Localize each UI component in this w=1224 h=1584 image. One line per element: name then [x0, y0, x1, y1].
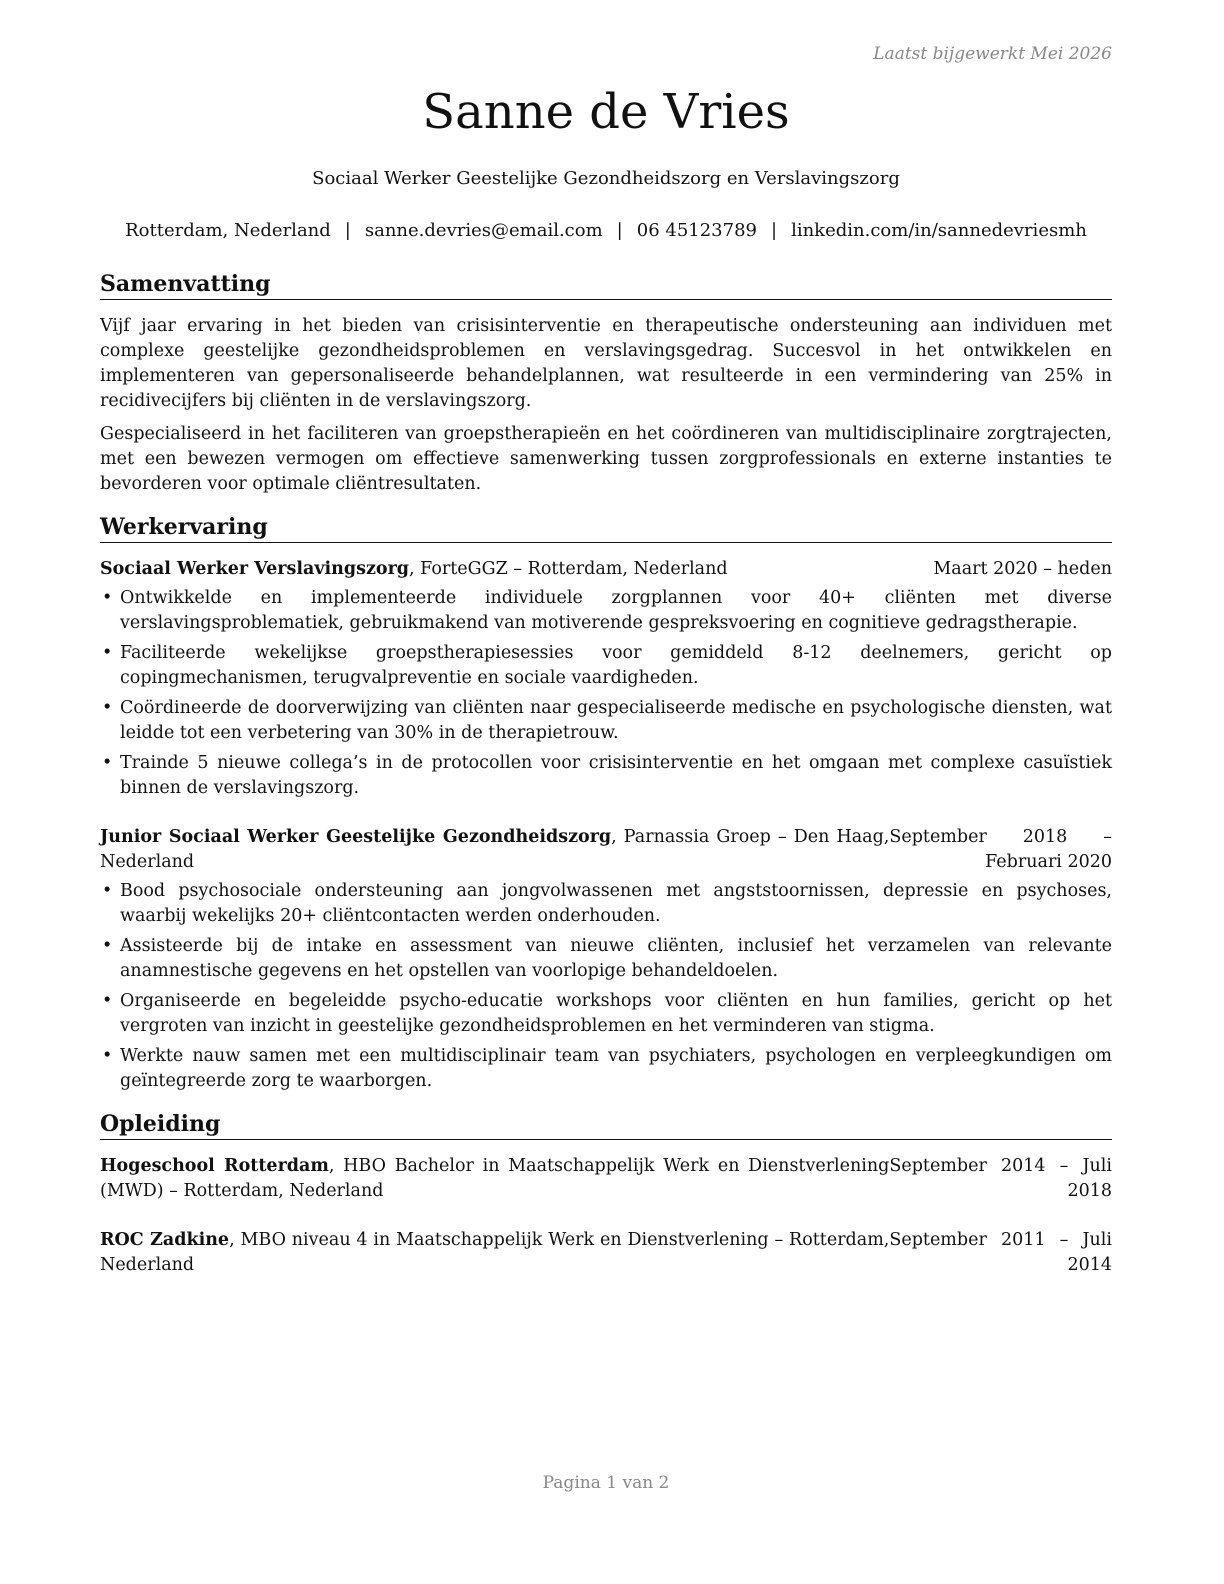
education-entry: [100, 1154, 1112, 1204]
education-school: ROC Zadkine: [100, 1230, 230, 1250]
contact-linkedin: linkedin.com/in/sannedevriesmh: [791, 220, 1087, 241]
job-header: [100, 557, 1112, 582]
education-detail: , HBO Bachelor in Maatschappelijk Werk en Dienstverlening (MWD) – Rotterdam, Nederland: [100, 1156, 890, 1201]
contact-location: Rotterdam, Nederland: [125, 220, 331, 241]
job-organization: , Parnassia Groep – Den Haag, Nederland: [100, 827, 890, 872]
job-dates: September 2018 – Februari 2020: [889, 827, 1112, 872]
job-role: Junior Sociaal Werker Geestelijke Gezondheidszorg: [100, 827, 612, 847]
job-bullet: • Trainde 5 nieuwe collega’s in de protocollen voor crisisinterventie en het omgaan met complexe casuïstiek binnen de verslavingszorg.: [100, 751, 1112, 801]
last-updated: Laatst bijgewerkt Mei 2026: [873, 44, 1112, 64]
education-dates: September 2014 – Juli 2018: [889, 1156, 1112, 1201]
contact-separator: |: [616, 220, 623, 241]
education-entry: [100, 1228, 1112, 1278]
job-title: Sociaal Werker Geestelijke Gezondheidszorg en Verslavingszorg: [312, 168, 900, 189]
education-header: [100, 1154, 1112, 1204]
job-bullet: • Werkte nauw samen met een multidisciplinair team van psychiaters, psychologen en verpleegkundigen om geïntegreerde zorg te waarborgen.: [100, 1044, 1112, 1094]
job-bullet: • Bood psychosociale ondersteuning aan jongvolwassenen met angststoornissen, depressie en psychoses, waarbij wekelijks 20+ cliëntcontacten werden onderhouden.: [100, 879, 1112, 929]
contact-phone: 06 45123789: [636, 220, 757, 241]
job-header: [100, 825, 1112, 875]
education-school: Hogeschool Rotterdam: [100, 1156, 329, 1176]
candidate-name: Sanne de Vries: [422, 84, 790, 140]
education-dates: September 2011 – Juli 2014: [889, 1230, 1112, 1275]
job-bullets: [100, 879, 1112, 1094]
job-organization: , ForteGGZ – Rotterdam, Nederland: [409, 559, 728, 579]
section-title-experience: Werkervaring: [100, 512, 1112, 543]
job-dates: Maart 2020 – heden: [933, 559, 1112, 579]
section-title-education: Opleiding: [100, 1109, 1112, 1140]
contact-separator: |: [344, 220, 351, 241]
job-bullet: • Faciliteerde wekelijkse groepstherapiesessies voor gemiddeld 8-12 deelnemers, gericht op copingmechanismen, terugvalpreventie en sociale vaardigheden.: [100, 641, 1112, 691]
summary-paragraph: Gespecialiseerd in het faciliteren van groepstherapieën en het coördineren van multidisciplinaire zorgtrajecten, met een bewezen vermogen om effectieve samenwerking tussen zorgprofessionals en externe instanties te bevorderen voor optimale cliëntresultaten.: [100, 424, 1112, 494]
job-entry: [100, 825, 1112, 1099]
section-title-summary: Samenvatting: [100, 269, 1112, 300]
education-detail: , MBO niveau 4 in Maatschappelijk Werk en Dienstverlening – Rotterdam, Nederland: [100, 1230, 890, 1275]
job-bullet: • Organiseerde en begeleidde psycho-educatie workshops voor cliënten en hun families, gericht op het vergroten van inzicht in geestelijke gezondheidsproblemen en het verminderen van stigma.: [100, 989, 1112, 1039]
summary-paragraph: Vijf jaar ervaring in het bieden van crisisinterventie en therapeutische ondersteuning aan individuen met complexe geestelijke gezondheidsproblemen en verslavingsgedrag. Succesvol in het ontwikkelen en implementeren van gepersonaliseerde behandelplannen, wat resulteerde in een vermindering van 25% in recidivecijfers bij cliënten in de verslavingszorg.: [100, 316, 1112, 411]
job-bullet: • Assisteerde bij de intake en assessment van nieuwe cliënten, inclusief het verzamelen van relevante anamnestische gegevens en het opstellen van voorlopige behandeldoelen.: [100, 934, 1112, 984]
job-entry: [100, 557, 1112, 806]
contact-line: [100, 218, 1112, 244]
contact-email: sanne.devries@email.com: [364, 220, 603, 241]
job-bullet: • Ontwikkelde en implementeerde individuele zorgplannen voor 40+ cliënten met diverse verslavingsproblematiek, gebruikmakend van motiverende gespreksvoering en cognitieve gedragstherapie.: [100, 586, 1112, 636]
job-bullets: [100, 586, 1112, 801]
job-bullet: • Coördineerde de doorverwijzing van cliënten naar gespecialiseerde medische en psychologische diensten, wat leidde tot een verbetering van 30% in de therapietrouw.: [100, 696, 1112, 746]
resume-page: [100, 0, 1112, 1584]
page-number: Pagina 1 van 2: [542, 1473, 670, 1493]
job-role: Sociaal Werker Verslavingszorg: [100, 559, 410, 579]
summary-section: [100, 314, 1112, 505]
contact-separator: |: [771, 220, 778, 241]
education-header: [100, 1228, 1112, 1278]
